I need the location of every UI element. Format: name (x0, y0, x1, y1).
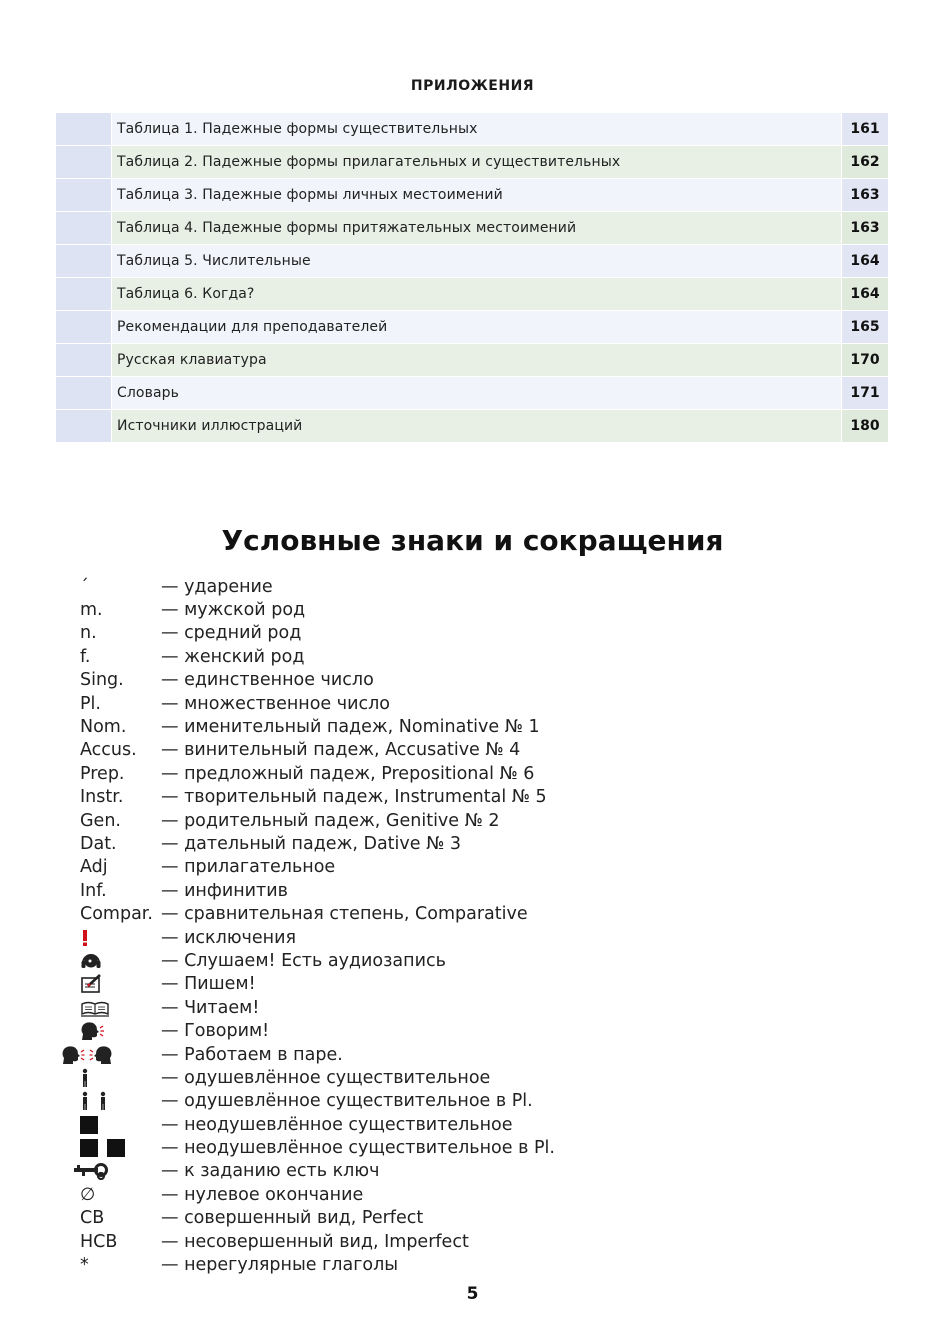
two-squares-icon (80, 1138, 128, 1158)
toc-row-label: Таблица 1. Падежные формы существительных (112, 113, 841, 145)
legend-item (80, 1090, 555, 1113)
toc-row-label: Таблица 5. Числительные (112, 245, 841, 277)
legend-desc: — родительный падеж, Genitive № 2 (161, 810, 500, 831)
legend-desc: — средний род (161, 623, 302, 644)
legend-desc: — к заданию есть ключ (161, 1161, 380, 1182)
legend-item (80, 762, 555, 785)
legend-desc: — инфинитив (161, 880, 288, 901)
legend-desc: — совершенный вид, Perfect (161, 1208, 424, 1229)
toc-row[interactable] (56, 311, 888, 343)
legend-desc: — ударение (161, 576, 273, 597)
toc-row-label: Таблица 3. Падежные формы личных местоимений (112, 179, 841, 211)
toc-row-page: 180 (842, 410, 888, 442)
legend-desc: — именительный падеж, Nominative № 1 (161, 717, 540, 738)
person-icon (80, 1068, 90, 1088)
legend-desc: — предложный падеж, Prepositional № 6 (161, 763, 535, 784)
legend-symbol: m. (80, 600, 103, 621)
toc-row[interactable] (56, 179, 888, 211)
legend-item (80, 949, 555, 972)
legend-desc: — нерегулярные глаголы (161, 1255, 399, 1276)
toc-row-page: 165 (842, 311, 888, 343)
legend-symbol: Dat. (80, 833, 117, 854)
toc-row-page: 171 (842, 377, 888, 409)
legend-item (80, 715, 555, 738)
legend-item (80, 996, 555, 1019)
legend-desc: — неодушевлённое существительное в Pl. (161, 1138, 555, 1159)
toc-row-tab (56, 377, 111, 409)
appendix-toc (56, 113, 888, 443)
headphones-icon (80, 951, 102, 971)
legend-desc: — несовершенный вид, Imperfect (161, 1231, 469, 1252)
legend-symbol: Inf. (80, 880, 107, 901)
toc-row-label: Русская клавиатура (112, 344, 841, 376)
legend-item (80, 1253, 555, 1276)
toc-row-label: Рекомендации для преподавателей (112, 311, 841, 343)
toc-row-page: 163 (842, 179, 888, 211)
toc-row-page: 164 (842, 245, 888, 277)
toc-row-label: Таблица 4. Падежные формы притяжательных местоимений (112, 212, 841, 244)
legend-item (80, 1230, 555, 1253)
toc-row-label: Источники иллюстраций (112, 410, 841, 442)
toc-row[interactable] (56, 377, 888, 409)
legend-desc: — нулевое окончание (161, 1184, 364, 1205)
legend-desc: — творительный падеж, Instrumental № 5 (161, 787, 547, 808)
legend-item (80, 926, 555, 949)
legend-desc: — Работаем в паре. (161, 1044, 343, 1065)
exclamation-icon (80, 929, 90, 947)
appendix-title: ПРИЛОЖЕНИЯ (410, 78, 535, 94)
toc-row-tab (56, 245, 111, 277)
legend-item (80, 832, 555, 855)
legend-item (80, 1136, 555, 1159)
legend-symbol: Gen. (80, 810, 121, 831)
legend-item (80, 973, 555, 996)
legend-desc: — исключения (161, 927, 296, 948)
legend-desc: — множественное число (161, 693, 390, 714)
legend-item (80, 856, 555, 879)
legend-desc: — дательный падеж, Dative № 3 (161, 833, 461, 854)
legend-desc: — неодушевлённое существительное (161, 1114, 513, 1135)
legend-item (80, 622, 555, 645)
legend-item (80, 786, 555, 809)
legend-item (80, 1207, 555, 1230)
legend-symbol: Sing. (80, 670, 124, 691)
toc-row-tab (56, 146, 111, 178)
legend-item (80, 879, 555, 902)
toc-row-tab (56, 311, 111, 343)
legend-symbol: Nom. (80, 717, 127, 738)
legend-symbol: n. (80, 623, 97, 644)
legend-item (80, 1183, 555, 1206)
toc-row-page: 164 (842, 278, 888, 310)
square-icon (80, 1115, 100, 1135)
toc-row-page: 161 (842, 113, 888, 145)
legend-symbol: Accus. (80, 740, 137, 761)
legend-symbol: * (80, 1255, 89, 1276)
legend-heading: Условные знаки и сокращения (221, 524, 724, 557)
legend-item (80, 575, 555, 598)
key-icon (74, 1162, 108, 1180)
pair-talking-icon (62, 1045, 112, 1065)
legend-desc: — сравнительная степень, Comparative (161, 904, 528, 925)
toc-row[interactable] (56, 245, 888, 277)
legend-item (80, 669, 555, 692)
legend-item (80, 809, 555, 832)
legend-desc: — мужской род (161, 600, 306, 621)
legend-item (80, 692, 555, 715)
legend-symbol: Adj (80, 857, 108, 878)
legend-desc: — женский род (161, 646, 305, 667)
toc-row-page: 163 (842, 212, 888, 244)
legend-symbol: СВ (80, 1208, 105, 1229)
page-number: 5 (466, 1284, 479, 1304)
legend-item (80, 1066, 555, 1089)
legend-desc: — одушевлённое существительное (161, 1067, 491, 1088)
legend-symbol: f. (80, 646, 91, 667)
legend-item (80, 739, 555, 762)
legend-desc: — Читаем! (161, 997, 260, 1018)
legend-desc: — Говорим! (161, 1021, 270, 1042)
legend-item (80, 1043, 555, 1066)
legend-item (80, 1160, 555, 1183)
legend-item (80, 645, 555, 668)
toc-row-tab (56, 113, 111, 145)
legend-symbol: Pl. (80, 693, 101, 714)
toc-row-tab (56, 278, 111, 310)
toc-row-tab (56, 344, 111, 376)
toc-row[interactable] (56, 113, 888, 145)
toc-row[interactable] (56, 146, 888, 178)
toc-row-label: Таблица 2. Падежные формы прилагательных и существительных (112, 146, 841, 178)
legend-symbol: ´ (80, 576, 89, 597)
toc-row-page: 162 (842, 146, 888, 178)
toc-row-tab (56, 410, 111, 442)
legend-list (80, 575, 555, 1277)
legend-desc: — Пишем! (161, 974, 256, 995)
toc-row[interactable] (56, 278, 888, 310)
two-persons-icon (80, 1091, 110, 1111)
legend-desc: — единственное число (161, 670, 374, 691)
legend-item (80, 598, 555, 621)
toc-row[interactable] (56, 212, 888, 244)
toc-row-tab (56, 179, 111, 211)
toc-row-label: Таблица 6. Когда? (112, 278, 841, 310)
legend-desc: — Слушаем! Есть аудиозапись (161, 950, 446, 971)
legend-desc: — прилагательное (161, 857, 336, 878)
legend-desc: — винительный падеж, Accusative № 4 (161, 740, 521, 761)
legend-symbol: Compar. (80, 904, 153, 925)
open-book-icon (80, 999, 110, 1017)
legend-symbol: Instr. (80, 787, 124, 808)
toc-row[interactable] (56, 410, 888, 442)
legend-desc: — одушевлённое существительное в Pl. (161, 1091, 533, 1112)
legend-symbol: ∅ (80, 1184, 96, 1205)
writing-icon (80, 974, 102, 994)
legend-symbol: НСВ (80, 1231, 118, 1252)
legend-symbol: Prep. (80, 763, 125, 784)
legend-item (80, 1113, 555, 1136)
toc-row-tab (56, 212, 111, 244)
toc-row[interactable] (56, 344, 888, 376)
legend-item (80, 902, 555, 925)
legend-item (80, 1019, 555, 1042)
toc-row-label: Словарь (112, 377, 841, 409)
toc-row-page: 170 (842, 344, 888, 376)
speaking-head-icon (80, 1021, 106, 1041)
